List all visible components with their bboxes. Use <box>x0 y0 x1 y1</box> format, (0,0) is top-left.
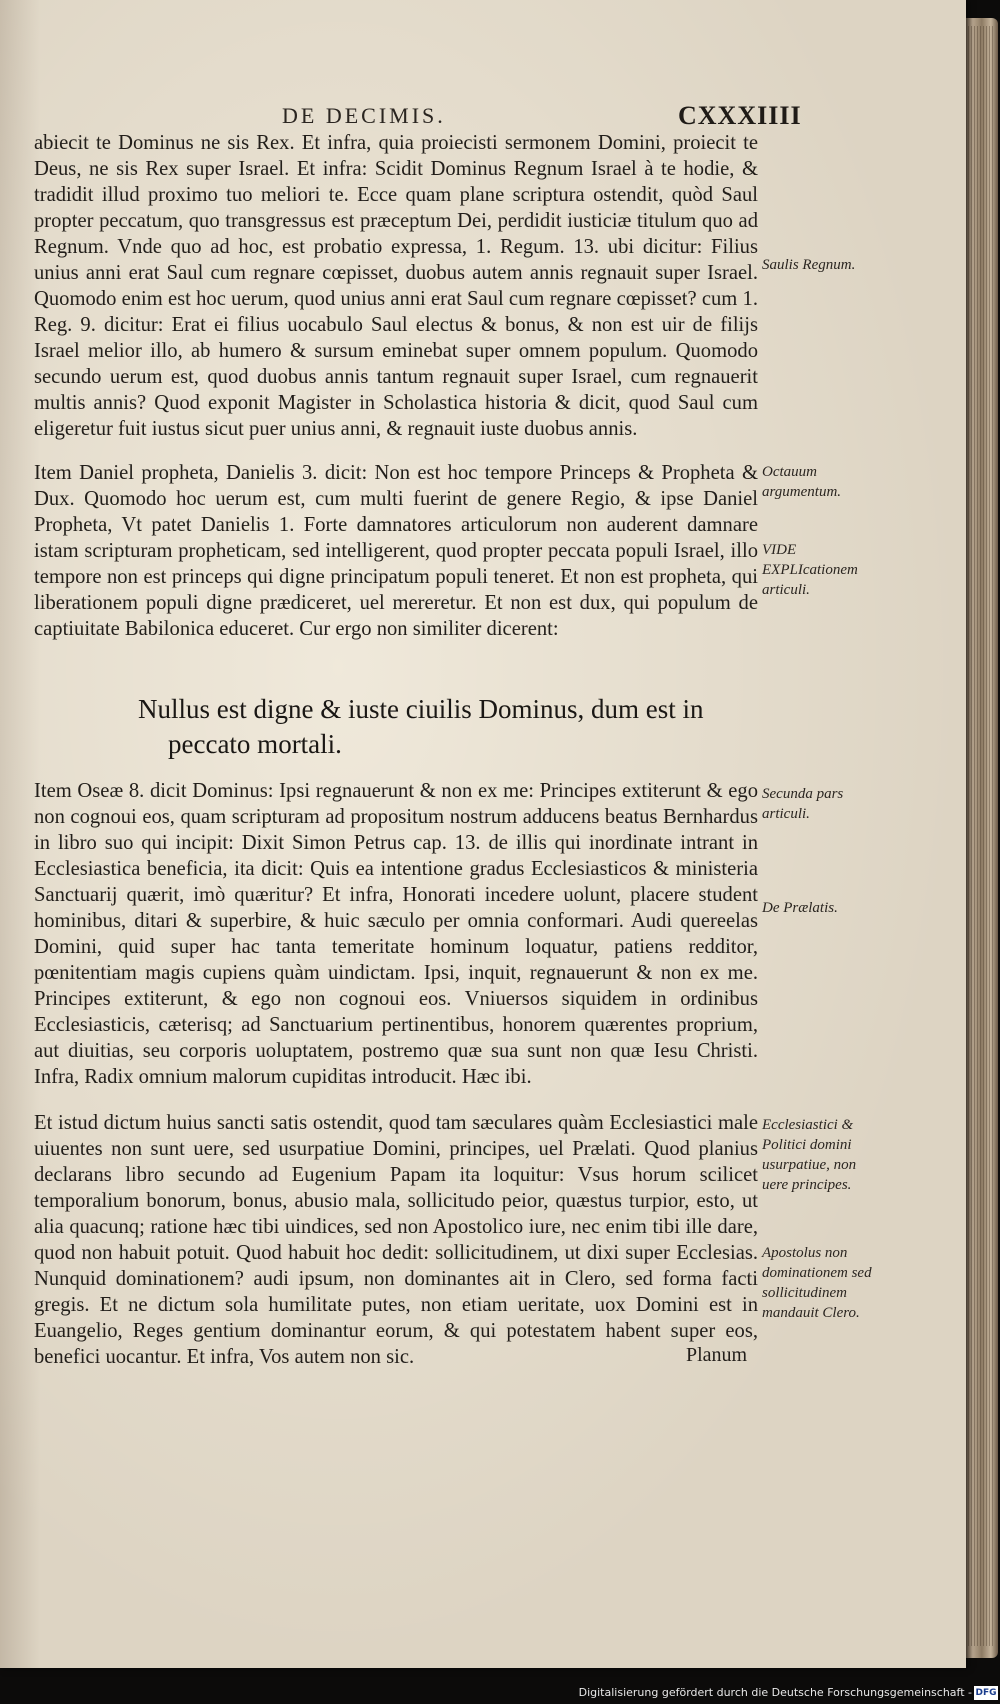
margin-note-saulis-regnum: Saulis Regnum. <box>762 257 856 273</box>
margin-note-vide-explicationem: VIDE EXPLIcationem articuli. <box>762 542 858 598</box>
margin-note-secunda-pars: Secunda pars articuli. <box>762 786 844 822</box>
funding-credit: Digitalisierung gefördert durch die Deutsche Forschungsgemeinschaft - <box>578 1686 972 1699</box>
heading-line-2: peccato mortali. <box>168 729 342 759</box>
paragraph-2: Item Daniel propheta, Danielis 3. dicit: Non est hoc tempore Princeps & Propheta & Dux. Quomodo hoc uerum est, cum multi fuerint de genere Regio, & ipse Daniel Propheta, Vt patet Danielis 1. Forte damnatores articulorum non auderent damnare istam scripturam propheticam, sed intelligerent, quod propter peccata populi Israel, illo tempore non est princeps qui digne principatum populi teneret. Et non est propheta, qui liberationem populi digne prædiceret, uel mereretur. Et non est dux, qui populum de captiuitate Babilonica educeret. Cur ergo non similiter dicerent: <box>34 462 758 640</box>
catchword: Planum <box>686 1344 748 1366</box>
paragraph-4: Et istud dictum huius sancti satis ostendit, quod tam sæculares quàm Ecclesiastici male uiuentes non sunt uere, sed usurpatiue Domini, principes, uel Prælati. Quod planius declarans libro secundo ad Eugenium Papam ita loquitur: Vsus horum scilicet temporalium bonorum, bonus, abusio mala, sollicitudo peior, quæstus turpior, esto, ut alia quacunq; ratione hæc tibi uindices, sed non Apostolico iure, nec enim tibi ille dare, quod non habuit potuit. Quod habuit hoc dedit: sollicitudinem, ut dixi super Ecclesias. Nunquid dominationem? audi ipsum, non dominantes ait in Clero, sed forma facti gregis. Et ne dictum sola humilitate putes, non etiam ueritate, uox Domini est in Euangelio, Reges gentium dominantur eorum, & qui potestatem habent super eos, benefici uocantur. Et infra, Vos autem non sic. <box>34 1112 758 1368</box>
folio-number: CXXXIIII <box>678 101 802 130</box>
paragraph-1: abiecit te Dominus ne sis Rex. Et infra, quia proiecisti sermonem Domini, proiecit te Deus, ne sis Rex super Israel. Et infra: Scidit Dominus Regnum Israel à te hodie, & tradidit illud proximo tuo meliori te. Ecce quam plane scriptura ostendit, quòd Saul propter peccatum, quo transgressus est præceptum Dei, perdidit iusticiæ titulum quo ad Regnum. Vnde quo ad hoc, est probatio expressa, 1. Regum. 13. ubi dicitur: Filius unius anni erat Saul cum regnare cœpisset, duobus autem annis regnauit super Israel. Quomodo enim est hoc uerum, quod unius anni erat Saul cum regnare cœpisset? cum 1. Reg. 9. dicitur: Erat ei filius uocabulo Saul electus & bonus, & non est uir de filijs Israel melior illo, ab humero & sursum eminebat super omnem populum. Quomodo secundo uerum est, quod duobus annis tantum regnauit super Israel, cum regnauerit multis annis? Quod exponit Magister in Scholastica historia & dicit, quod Saul cum eligeretur fuit iustus sicut puer unius anni, & regnauit iuste duobus annis. <box>34 132 758 440</box>
margin-note-octauum-argumentum: Octauum argumentum. <box>762 464 842 500</box>
running-head: DE DECIMIS. <box>282 103 446 128</box>
digitization-footer <box>0 1684 1000 1704</box>
margin-note-de-praelatis: De Prælatis. <box>762 900 838 916</box>
margin-note-ecclesiastici: Ecclesiastici & Politici domini usurpatiue, non uere principes. <box>762 1117 857 1193</box>
dfg-logo-icon: DFG <box>975 1688 997 1698</box>
heading-line-1: Nullus est digne & iuste ciuilis Dominus, dum est in <box>138 694 704 724</box>
section-heading <box>138 692 718 762</box>
margin-note-apostolus: Apostolus non dominationem sed sollicitudinem mandauit Clero. <box>762 1245 872 1321</box>
paragraph-3: Item Oseæ 8. dicit Dominus: Ipsi regnauerunt & non ex me: Principes extiterunt & ego non cognoui eos, quam scripturam ad propositum nostrum adducens beatus Bernhardus in libro suo qui incipit: Dixit Simon Petrus cap. 13. de illis qui inordinate intrant in Ecclesiastica beneficia, ita dicit: Quis ea intentione gradus Ecclesiasticos & ministeria Sanctuarij quærit, imò quæritur? Et infra, Honorati incedere uolunt, placere student hominibus, ditari & superbire, & huic sæculo per omnia conformari. Audi quereelas Domini, quid super hac tanta temeritate hominum loquatur, patiens redditor, pœnitentiam magis cupiens quàm uindictam. Ipsi, inquit, regnauerunt & non ex me. Principes extiterunt, & ego non cognoui eos. Vniuersos siquidem in ordinibus Ecclesiasticis, cæterisq; ad Sanctuarium pertinentibus, honorem quærentes proprium, aut diuitias, seu corporis uoluptatem, postremo quæ sua sunt non quæ Iesu Christi. Infra, Radix omnium malorum cupiditas introducit. Hæc ibi. <box>34 780 758 1088</box>
page-edge-lines <box>968 26 994 1646</box>
